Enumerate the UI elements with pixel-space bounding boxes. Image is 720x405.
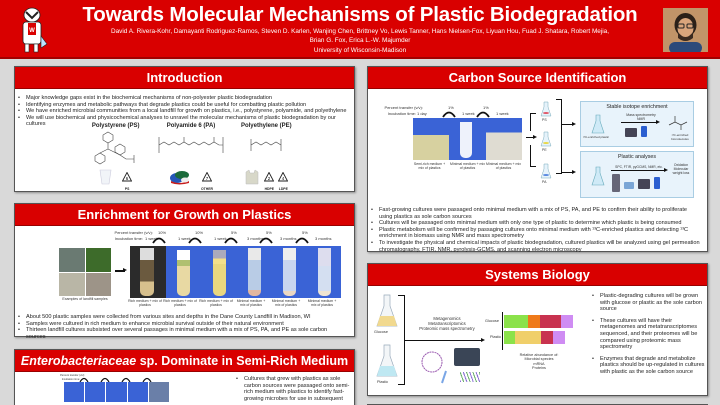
arrow-icon [526, 137, 534, 138]
poster-title: Towards Molecular Mechanisms of Plastic Biodegradation [82, 3, 638, 26]
panel-title: Enterobacteriaceae sp. Dominate in Semi-Rich Medium [15, 350, 354, 372]
intro-bullets: • Major knowledge gaps exist in the biochemical mechanisms of non-polyester plastic biodegradation • Identifying enzymes and metabolic pathways that degrade plastics could be useful for combatting plastic pollution • We have enriched microbial communities from a local landfill for growth on plastics, i.e., polystyrene, polyamide, and polyethylene • We will use biochemical and physicochemical analyses to unravel the molecular mechanisms of plastic biodegradation by our cultures [15, 95, 354, 128]
recycle-7-icon [202, 169, 212, 179]
foam-cup-icon [99, 169, 112, 185]
culture-tubes-image [130, 246, 341, 298]
abundance-caption: Relative abundance of: Microbial species mRNA Proteins [519, 353, 559, 371]
university: University of Wisconsin-Madison [313, 47, 407, 54]
flask-pa-icon [540, 163, 552, 179]
svg-text:2: 2 [268, 175, 271, 181]
polystyrene-chem-icon [78, 129, 153, 171]
transfer-arrows [441, 108, 501, 118]
systems-biology-panel [367, 263, 708, 396]
introduction-panel [14, 66, 355, 192]
glucose-abundance-bar [504, 315, 573, 328]
pipette-icon [440, 370, 448, 384]
recycle-4-icon [278, 169, 288, 179]
recycle-6-icon [122, 169, 132, 179]
bar-chart-axis [502, 312, 503, 350]
arrow-icon [405, 340, 482, 341]
landfill-samples-image [59, 248, 111, 296]
spectrometer-icon [625, 128, 637, 137]
systems-figure: Glucose Plastic Metagenomics Metatranscriptomics Proteomic mass spectrometry Glucose Plastic Relative abundance of: Microbial species mRNA Proteins • Plastic-degrading cultures will be grown with glucose or plastic as the sole carbon source • These cultures will have their metagenomes and metatranscriptomes sequenced, and their proteomes will be compared using proteomic mass spectrometry • Enzymes that degrade and metabolize plastics should be up-regulated in cultures with plastic as the sole carbon source [368, 286, 707, 394]
polyamide-structure: Polyamide 6 (PA) 7 OTHER [153, 123, 228, 191]
polystyrene-structure: Polystyrene (PS) 6 PS [78, 123, 153, 191]
plastic-abundance-bar [504, 331, 565, 344]
panel-title: Enrichment for Growth on Plastics [15, 204, 354, 226]
poster-header [0, 0, 720, 59]
nmr-icon [641, 126, 647, 137]
plastic-bag-icon [244, 169, 260, 185]
flask-icon [591, 166, 605, 186]
author-photo [663, 8, 708, 52]
entero-bullets: • Cultures that grew with plastics as sole carbon sources were passaged onto semi-rich medium with plastics to identify fast-growing microbes for use in subsequent [233, 376, 355, 402]
carbon-source-panel [367, 66, 708, 252]
nylon-fabric-icon [169, 169, 191, 185]
gcms-icon [638, 179, 650, 189]
panel-title: Carbon Source Identification [368, 67, 707, 89]
plastic-structures [15, 123, 354, 191]
panel-title: Introduction [15, 67, 354, 89]
carbon-cultures-image [413, 118, 522, 160]
molecule-icon [667, 113, 689, 131]
carbon-bullets: • Fast-growing cultures were passaged onto minimal medium with a mix of PS, PA, and PE to confirm their ability to proliferate using plastics as sole carbon sources • Cultures will be passaged onto minimal medium with only one type of plastic to determine which plastic is being consumed • Plastic metabolism will be confirmed by passaging cultures onto minimal medium with ¹³C-enriched plastics and detecting ¹³C enrichment in biomass using NMR and mass spectrometry • To investigate the physical and chemical impacts of plastic biodegradation, cultured plastics will be analyzed using gel permeation chromatography, FTIR, NMR, pyrolysis-GCMS, and scanning electron microscopy [368, 207, 707, 253]
flask-icon [591, 114, 605, 134]
enterobacteriaceae-panel: Enterobacteriaceae sp. Dominate in Semi-Rich Medium Percent transfer (v/v): Incubation time: • Cultures that grew with plastics as sole carbon sources were passaged onto semi-rich medium with plastics to identify fast-growing microbes for use in subsequent [14, 349, 355, 405]
gpc-instrument-icon [612, 174, 620, 192]
omics-methods: Metagenomics Metatranscriptomics Proteomic mass spectrometry [419, 316, 475, 331]
author-list: David A. Rivera-Kohr, Damayanti Rodriguez-Ramos, Steven D. Karlen, Wanjing Chen, Brittney Vo, Lewis Tanner, Hans Nielsen-Fox, Liyuan Hou, Fuad J. Shatara, Robert Mejia, Brian G. Fox, Erica L.-W. Majumder [111, 28, 609, 44]
polyethylene-chem-icon [229, 129, 304, 171]
ftir-icon [624, 182, 634, 189]
plastic-flask-icon [376, 344, 398, 378]
recycle-2-icon [264, 169, 274, 179]
chromatogram-icon [460, 372, 480, 382]
flask-pe-icon [540, 131, 552, 147]
badger-mascot-icon [14, 6, 50, 54]
sequencer-icon [454, 348, 480, 366]
svg-text:W: W [29, 28, 35, 34]
panel-title: Systems Biology [368, 264, 707, 286]
arrow-icon [562, 124, 573, 125]
systems-bullets: • Plastic-degrading cultures will be grown with glucose or plastic as the sole carbon source • These cultures will have their metagenomes and metatranscriptomes sequenced, and their proteomes will be compared using proteomic mass spectrometry • Enzymes that degrade and metabolize plastics should be up-regulated in cultures with plastic as the sole carbon source [589, 293, 707, 376]
enrichment-figure: Percent transfer (v/v): Incubation time: 10% 10% 5% 5% 5% 1 week 1 week 1 week 3 months 3 months 3 months Examples of landfill samples Rich medium + mix of plastics Rich medium + mix of plastics Rich medium + mix of plastics Minimal medium + mix of plastics Minimal medium + mix of plastics Minimal medium + mix of plastics [15, 226, 354, 306]
polyethylene-structure: Polyethylene (PE) 2 HDPE 4 LDPE [229, 123, 304, 191]
transfer-arrows [150, 234, 330, 244]
plastic-analyses-box: Plastic analyses SPC, FTIR, pyGCMS, NMR, etc. Oxidation Molecular weight loss [580, 151, 694, 198]
entero-tubes-image [64, 382, 169, 402]
enrichment-panel [14, 203, 355, 340]
flask-ps-icon [540, 101, 552, 117]
glucose-flask-icon [376, 294, 398, 328]
enrichment-bullets: • About 500 plastic samples were collected from various sites and depths in the Dane County Landfill in Madison, WI • Samples were cultured in rich medium to enhance microbial survival outside of their natural environment • Thirteen landfill cultures subsisted over several passages in minimal medium with a mix of PS, PA, and PE as sole carbon sources [15, 314, 354, 340]
stable-isotope-box: Stable isotope enrichment ¹³C-enriched plastic Mass spectrometry NMR ¹³C-enriched biomolecules [580, 101, 694, 147]
svg-text:7: 7 [205, 175, 209, 181]
carbon-figure: Percent transfer (v/v): Incubation time: 1 day 1% 1 week 1% 1 week Semi-rich medium + mix of plastics Minimal medium + mix of plastics Minimal medium + mix of plastics PS PE PA Stable isotope enrichment ¹³C-enriched plastic Mass spectrometry NMR ¹³C-enriched biomolecules Plastic analyses SPC, FTIR, pyGCMS, NMR, etc. Oxidation Molecular weight loss [368, 89, 707, 194]
svg-text:4: 4 [282, 175, 285, 181]
arrow-icon [562, 172, 573, 173]
svg-text:6: 6 [125, 175, 129, 181]
polyamide-chem-icon [153, 129, 228, 171]
nmr-icon [654, 177, 660, 189]
